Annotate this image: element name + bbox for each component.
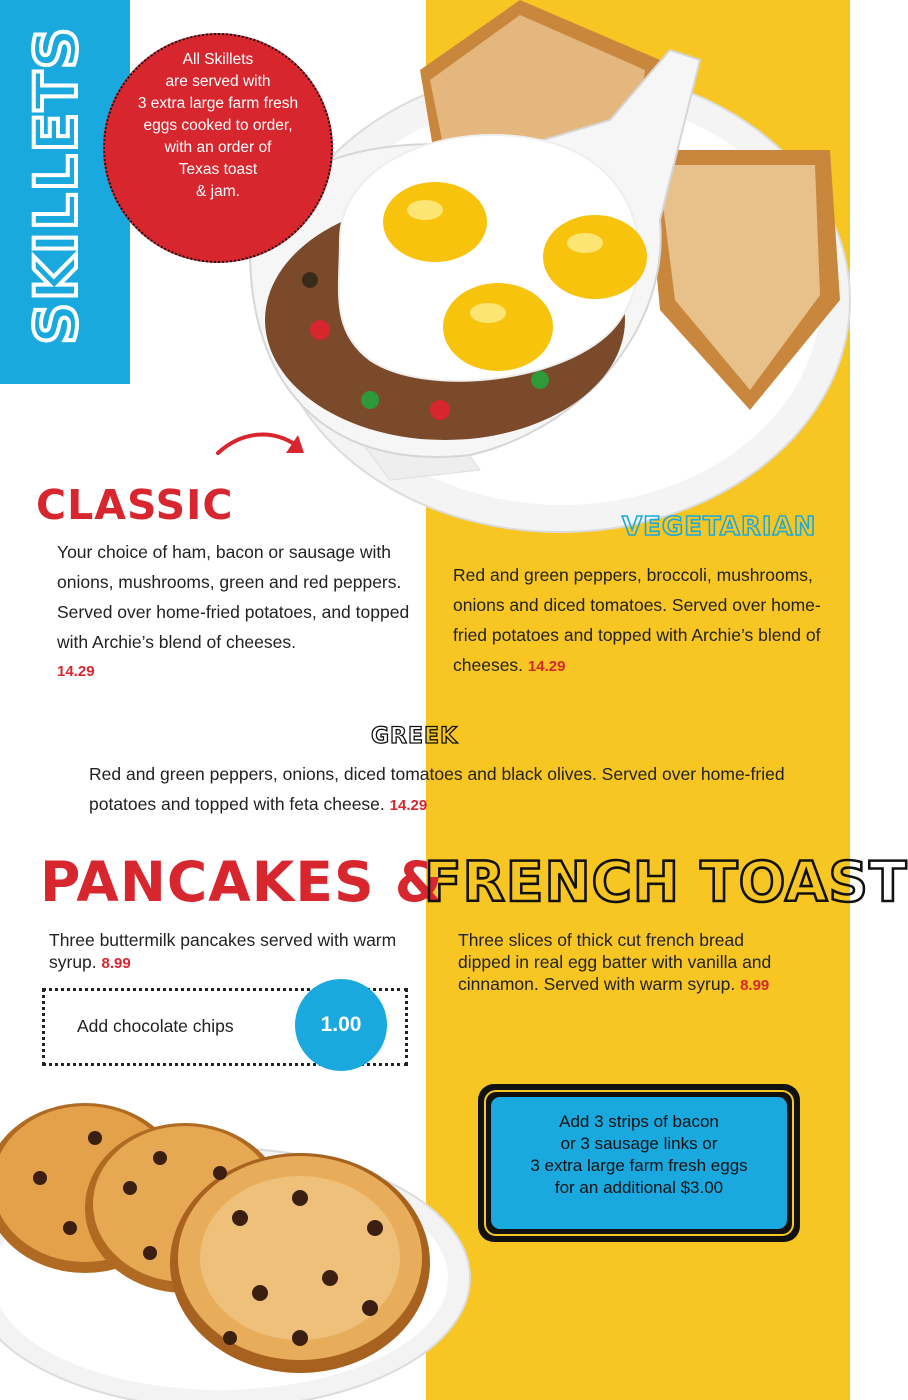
classic-title: CLASSIC bbox=[36, 481, 234, 529]
french-toast-price: 8.99 bbox=[740, 977, 770, 994]
french-toast-description: Three slices of thick cut french bread dipped in real egg batter with vanilla and cinnamon. Served with warm syrup. bbox=[458, 930, 772, 994]
vegetarian-title: VEGETARIAN bbox=[622, 512, 817, 542]
addon-label: Add chocolate chips bbox=[77, 1016, 234, 1036]
classic-description: Your choice of ham, bacon or sausage with onions, mushrooms, green and red peppers. Served over home-fried potatoes, and topped with Archie’s blend of cheeses. bbox=[57, 542, 410, 652]
pancakes-description: Three buttermilk pancakes served with warm syrup. bbox=[49, 930, 397, 972]
pancake-photo bbox=[0, 1078, 470, 1400]
section-tab-title: SKILLETS bbox=[22, 25, 90, 345]
greek-description: Red and green peppers, onions, diced tomatoes and black olives. Served over home-fried potatoes and topped with feta cheese. bbox=[89, 764, 785, 814]
greek-description-block bbox=[89, 759, 809, 821]
promo-inner bbox=[491, 1097, 787, 1229]
section-tab bbox=[0, 0, 130, 384]
greek-title: GREEK bbox=[371, 724, 459, 749]
skillets-info-badge bbox=[103, 33, 333, 263]
french-toast-description-block bbox=[458, 929, 788, 997]
promo-box bbox=[478, 1084, 800, 1242]
promo-text: Add 3 strips of bacon or 3 sausage links or 3 extra large farm fresh eggs for an additional $3.00 bbox=[530, 1112, 748, 1197]
greek-price: 14.29 bbox=[389, 797, 428, 814]
badge-text: All Skillets are served with 3 extra large farm fresh eggs cooked to order, with an order of Texas toast & jam. bbox=[137, 51, 299, 200]
curved-arrow-icon bbox=[212, 425, 312, 465]
pancakes-description-block bbox=[49, 929, 409, 975]
addon-price-badge: 1.00 bbox=[295, 979, 387, 1071]
classic-price: 14.29 bbox=[57, 663, 95, 680]
vegetarian-price: 14.29 bbox=[527, 658, 566, 675]
french-toast-title: FRENCH TOAST bbox=[424, 850, 908, 914]
classic-description-block bbox=[57, 537, 417, 687]
pancakes-price: 8.99 bbox=[101, 955, 131, 972]
vegetarian-description-block bbox=[453, 560, 838, 682]
vegetarian-description: Red and green peppers, broccoli, mushrooms, onions and diced tomatoes. Served over home-fried potatoes and topped with Archie’s blend of cheeses. bbox=[453, 565, 821, 675]
pancakes-title: PANCAKES & bbox=[40, 850, 444, 914]
